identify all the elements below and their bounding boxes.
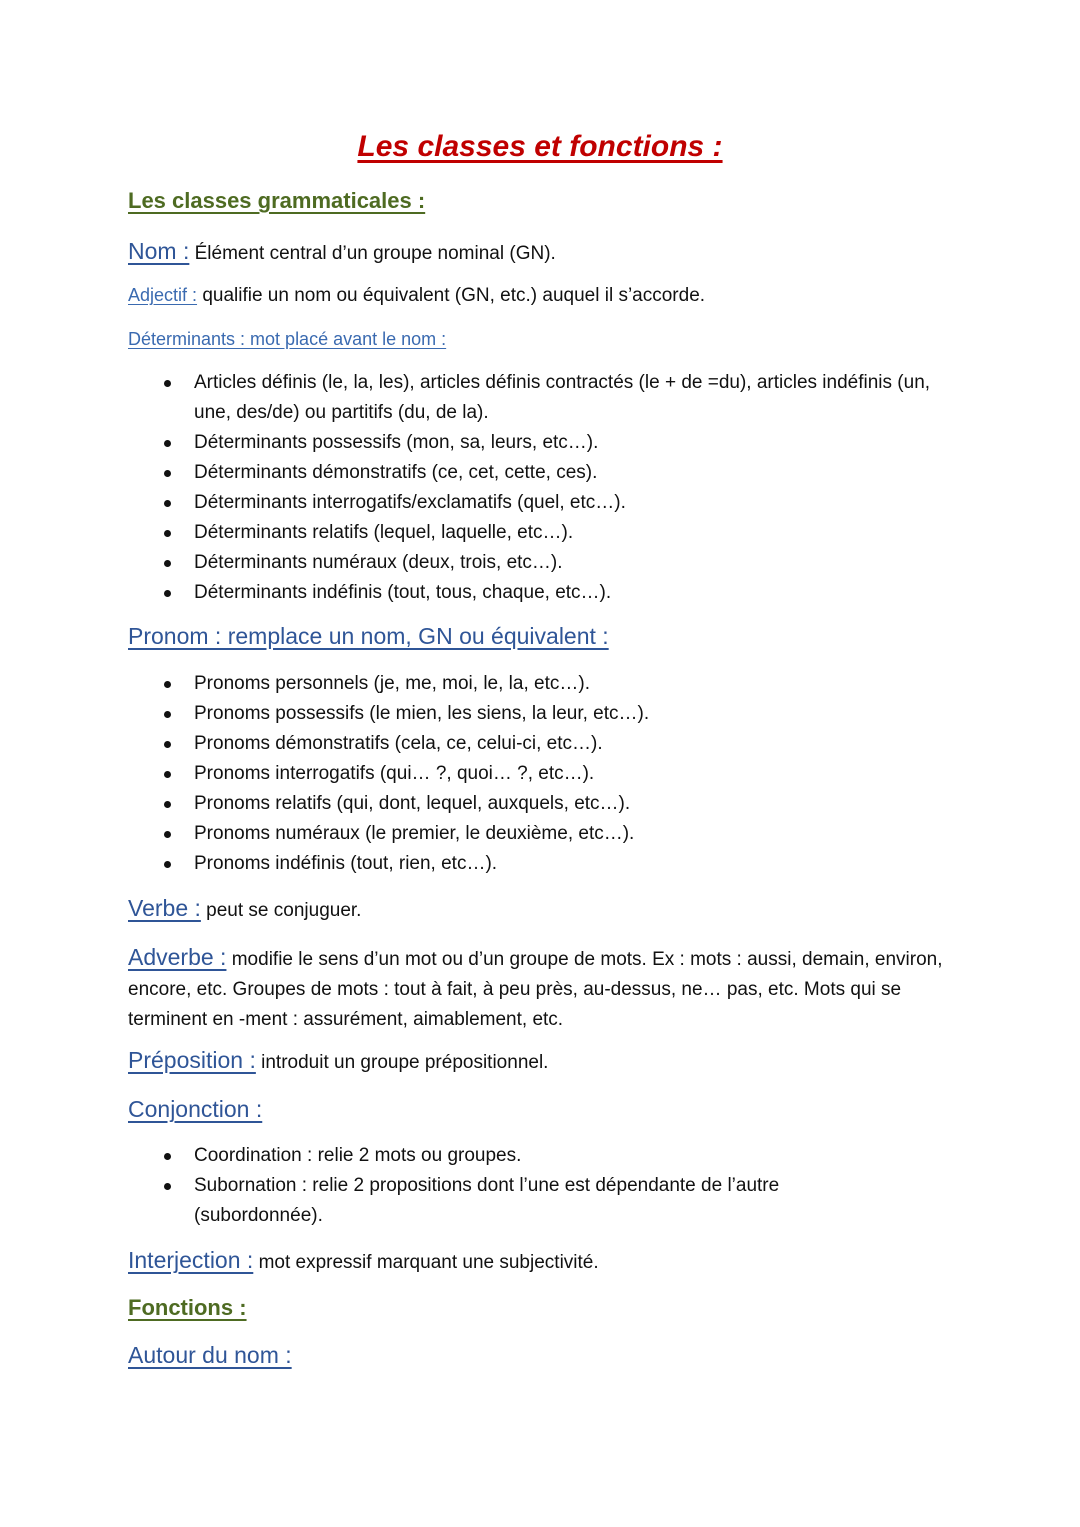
nom-label: Nom : [128, 238, 190, 264]
list-item: Pronoms interrogatifs (qui… ?, quoi… ?, etc…). [160, 759, 960, 789]
list-item: Pronoms numéraux (le premier, le deuxième, etc…). [160, 819, 960, 849]
list-item: Coordination : relie 2 mots ou groupes. [160, 1141, 960, 1171]
interjection-text: mot expressif marquant une subjectivité. [258, 1252, 599, 1273]
list-item: Pronoms démonstratifs (cela, ce, celui-ci, etc…). [160, 729, 960, 759]
list-item: Pronoms relatifs (qui, dont, lequel, auxquels, etc…). [160, 789, 960, 819]
adjectif-line [128, 285, 705, 307]
interjection-line [128, 1247, 599, 1274]
section-heading-classes: Les classes grammaticales : [128, 188, 426, 213]
pronom-heading: Pronom : remplace un nom, GN ou équivalent : [128, 623, 609, 649]
conjonction-heading: Conjonction : [128, 1096, 263, 1122]
page-title: Les classes et fonctions : [357, 130, 723, 163]
adverbe-text: modifie le sens d’un mot ou d’un groupe de mots. Ex : mots : aussi, demain, environ, encore, etc. Groupes de mots : tout à fait, à peu près, au-dessus, ne… pas, etc. Mots qui se terminent en -ment : assurément, aimablement, etc. [128, 949, 943, 1030]
verbe-line [128, 895, 361, 922]
list-item: Déterminants interrogatifs/exclamatifs (quel, etc…). [160, 488, 960, 518]
list-item: Subornation : relie 2 propositions dont l’une est dépendante de l’autre (subordonnée). [160, 1171, 834, 1231]
list-item: Pronoms indéfinis (tout, rien, etc…). [160, 849, 960, 879]
list-item: Pronoms possessifs (le mien, les siens, la leur, etc…). [160, 699, 960, 729]
nom-line [128, 238, 556, 265]
adjectif-label: Adjectif : [128, 285, 198, 305]
preposition-line [128, 1047, 548, 1074]
list-item: Déterminants numéraux (deux, trois, etc…). [160, 548, 960, 578]
determinants-heading-line [128, 329, 446, 351]
autour-du-nom-heading: Autour du nom : [128, 1342, 292, 1368]
nom-text: Élément central d’un groupe nominal (GN). [194, 243, 556, 264]
determinants-heading: Déterminants : mot placé avant le nom : [128, 329, 447, 349]
list-item: Pronoms personnels (je, me, moi, le, la, etc…). [160, 669, 960, 699]
list-item: Articles définis (le, la, les), articles définis contractés (le + de =du), articles indéfinis (un, une, des/de) ou partitifs (du, de la). [160, 368, 960, 428]
adverbe-paragraph [128, 942, 958, 1035]
preposition-label: Préposition : [128, 1047, 256, 1073]
verbe-label: Verbe : [128, 895, 201, 921]
list-item: Déterminants démonstratifs (ce, cet, cette, ces). [160, 458, 960, 488]
list-item: Déterminants indéfinis (tout, tous, chaque, etc…). [160, 578, 960, 608]
adjectif-text: qualifie un nom ou équivalent (GN, etc.) auquel il s’accorde. [202, 285, 706, 306]
preposition-text: introduit un groupe prépositionnel. [261, 1052, 549, 1073]
conjonction-list [160, 1141, 960, 1231]
section-heading-fonctions: Fonctions : [128, 1295, 247, 1320]
determinants-list [160, 368, 960, 608]
list-item: Déterminants relatifs (lequel, laquelle, etc…). [160, 518, 960, 548]
pronom-heading-line [128, 623, 609, 650]
pronom-list [160, 669, 960, 879]
conjonction-heading-line [128, 1096, 262, 1123]
list-item: Déterminants possessifs (mon, sa, leurs, etc…). [160, 428, 960, 458]
adverbe-label: Adverbe : [128, 944, 227, 970]
interjection-label: Interjection : [128, 1247, 254, 1273]
verbe-text: peut se conjuguer. [206, 900, 362, 921]
autour-du-nom-line [128, 1342, 292, 1369]
